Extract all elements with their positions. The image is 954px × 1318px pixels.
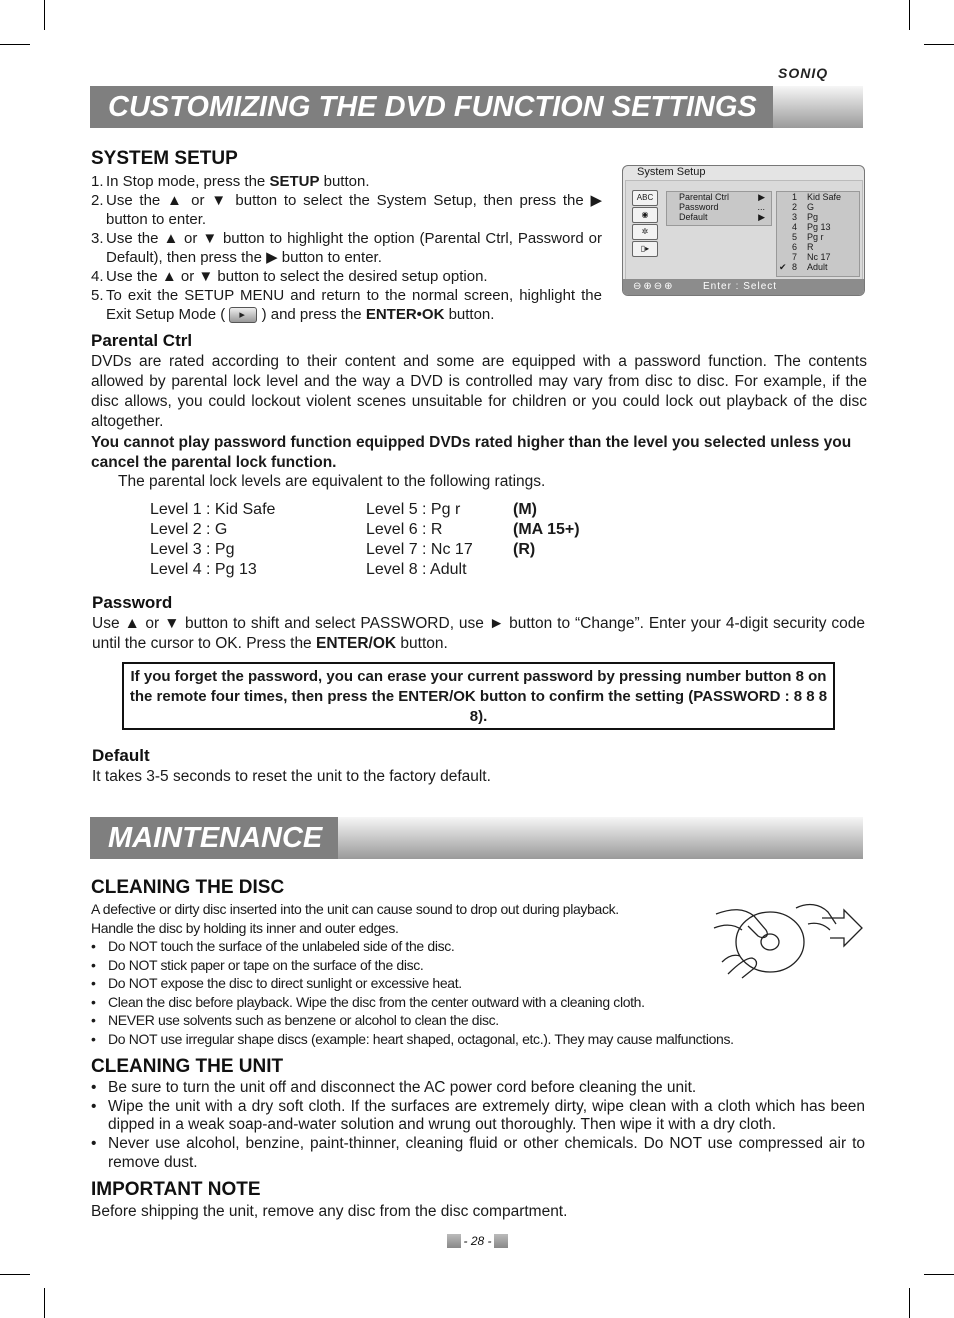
osd-menu-label: Default: [679, 212, 708, 222]
list-item: • Wipe the unit with a dry soft cloth. If the surfaces are extremely dirty, wipe clean with a cloth which has been dipped in a weak soap-and-water solution and wrung out thoroughly. Then wipe it with a dry cloth.: [91, 1098, 865, 1135]
default-heading: Default: [92, 746, 150, 765]
osd-menu-arrow: ▶: [758, 192, 765, 202]
step-text: button.: [319, 173, 370, 190]
osd-body: [625, 180, 863, 280]
osd-option: [777, 252, 859, 262]
password-key: ENTER/OK: [316, 635, 397, 652]
levels-column-1: [150, 500, 275, 580]
crop-mark: [44, 0, 45, 30]
system-setup-heading: SYSTEM SETUP: [91, 148, 238, 169]
step-item: [91, 172, 602, 191]
osd-menu-item: [667, 202, 771, 212]
level-item: Level 6 : R: [366, 521, 443, 538]
banner-title: MAINTENANCE: [108, 822, 323, 854]
list-item: • Do NOT touch the surface of the unlabeled side of the disc.: [91, 937, 851, 956]
password-text: button.: [396, 635, 448, 652]
brand-logo: SONIQ: [778, 65, 829, 81]
default-paragraph: It takes 3-5 seconds to reset the unit to the factory default.: [92, 768, 491, 785]
osd-option-number: 8: [792, 262, 798, 272]
osd-option: [777, 222, 859, 232]
osd-menu-arrow: ...: [757, 202, 765, 212]
settings-icon: ✲: [632, 224, 658, 240]
exit-icon: ▯▸: [632, 241, 658, 257]
osd-option-number: 2: [792, 202, 798, 212]
cleaning-unit-list: [91, 1079, 865, 1173]
osd-option-label: G: [807, 202, 815, 212]
step-number: 5.: [91, 287, 104, 304]
osd-option-label: R: [807, 242, 814, 252]
intro-line: Handle the disc by holding its inner and outer edges.: [91, 919, 399, 936]
osd-option: [777, 202, 859, 212]
list-item: • Do NOT expose the disc to direct sunlight or excessive heat.: [91, 974, 851, 993]
intro-line: A defective or dirty disc inserted into the unit can cause sound to drop out during playback.: [91, 901, 619, 917]
banner-tab: [90, 86, 773, 128]
level-item: Level 8 : Adult: [366, 561, 467, 578]
section-banner: [90, 817, 863, 859]
parental-intro: The parental lock levels are equivalent to the following ratings.: [118, 473, 546, 490]
rating-item: (M): [513, 501, 537, 518]
parental-warning: You cannot play password function equipped DVDs rated higher than the level you selected unless you cancel the parental lock function.: [91, 434, 852, 471]
list-item: • Be sure to turn the unit off and disconnect the AC power cord before cleaning the unit.: [91, 1079, 865, 1098]
osd-menu-item: [667, 212, 771, 222]
cleaning-disc-intro: [91, 900, 619, 937]
parental-ctrl-paragraph: DVDs are rated according to their content and some are equipped with a password function. The contents allowed by parental lock level and the way a DVD is controlled may vary from disc to disc. For example, if the disc allows, you could lockout violent scenes unsuitable for children or you could lock out playback of the disc altogether.: [91, 353, 867, 430]
osd-option: [777, 192, 859, 202]
level-item: Level 7 : Nc 17: [366, 541, 473, 558]
step-number: 2.: [91, 192, 104, 209]
step-text: Use the ▲ or ▼ button to select the desired setup option.: [106, 268, 488, 285]
page-number: [447, 1234, 508, 1248]
level-item: Level 4 : Pg 13: [150, 561, 257, 578]
osd-option: [777, 232, 859, 242]
osd-option-number: 5: [792, 232, 798, 242]
osd-option-label: Pg 13: [807, 222, 831, 232]
step-text: To exit the SETUP MENU and return to the normal screen, highlight the Exit Setup Mode (: [106, 287, 602, 323]
osd-option: [777, 242, 859, 252]
crop-mark: [909, 1288, 910, 1318]
osd-footer-label: Enter : Select: [703, 281, 778, 292]
osd-option-label: Pg r: [807, 232, 824, 242]
osd-option-label: Kid Safe: [807, 192, 842, 202]
list-item: • Do NOT stick paper or tape on the surface of the disc.: [91, 956, 851, 975]
osd-menu-label: Password: [679, 202, 719, 212]
disc-handling-illustration: [712, 894, 864, 984]
osd-options: [776, 191, 860, 277]
crop-mark: [909, 0, 910, 30]
step-item: [91, 191, 602, 229]
rating-item: (R): [513, 541, 536, 558]
disc-icon: ◉: [632, 207, 658, 223]
list-item: • NEVER use solvents such as benzene or alcohol to clean the disc.: [91, 1011, 851, 1030]
step-key: ENTER•OK: [365, 306, 445, 323]
banner-tab: [90, 817, 338, 859]
cleaning-disc-heading: CLEANING THE DISC: [91, 877, 285, 898]
crop-mark: [0, 1274, 30, 1275]
list-item: • Do NOT use irregular shape discs (example: heart shaped, octagonal, etc.). They may cause malfunctions.: [91, 1030, 851, 1049]
osd-option: [777, 212, 859, 222]
level-item: Level 1 : Kid Safe: [150, 501, 276, 518]
step-text: Use the ▲ or ▼ button to select the System Setup, then press the ▶ button to enter.: [106, 192, 602, 228]
osd-title: System Setup: [637, 166, 706, 178]
step-text: In Stop mode, press the: [106, 173, 270, 190]
osd-footer: [623, 279, 864, 295]
osd-menu: [666, 191, 772, 226]
important-note-paragraph: Before shipping the unit, remove any disc from the disc compartment.: [91, 1203, 568, 1220]
exit-setup-icon: [229, 307, 257, 323]
osd-menu-label: Parental Ctrl: [679, 192, 730, 202]
step-item: [91, 229, 602, 267]
step-key: SETUP: [269, 173, 320, 190]
osd-option-number: 4: [792, 222, 798, 232]
check-icon: ✔: [779, 262, 787, 272]
crop-mark: [924, 44, 954, 45]
osd-option-number: 1: [792, 192, 798, 202]
step-text: ) and press the: [261, 306, 366, 323]
password-text: Use ▲ or ▼ button to shift and select PASSWORD, use ► button to “Change”. Enter your 4-digit security code until the cursor to OK. Press the: [92, 615, 865, 652]
osd-option-number: 3: [792, 212, 798, 222]
step-text: button.: [444, 306, 495, 323]
osd-option: [777, 262, 859, 272]
crop-mark: [924, 1274, 954, 1275]
step-number: 1.: [91, 173, 104, 190]
osd-option-label: Pg: [807, 212, 819, 222]
cleaning-unit-heading: CLEANING THE UNIT: [91, 1056, 284, 1077]
system-setup-osd: [622, 165, 865, 296]
crop-mark: [44, 1288, 45, 1318]
section-banner: [90, 86, 863, 128]
step-item: [91, 267, 602, 286]
step-number: 3.: [91, 230, 104, 247]
level-item: Level 3 : Pg: [150, 541, 235, 558]
language-icon: ABC: [632, 190, 658, 206]
osd-menu-item: [667, 192, 771, 202]
parental-ctrl-heading: Parental Ctrl: [91, 331, 193, 350]
step-item: [91, 286, 602, 324]
navigation-keys-icon: ⊖⊕⊖⊕: [633, 281, 675, 292]
important-note-heading: IMPORTANT NOTE: [91, 1179, 261, 1200]
step-number: 4.: [91, 268, 104, 285]
levels-column-2: [366, 500, 473, 580]
osd-menu-arrow: ▶: [758, 212, 765, 222]
list-item: • Clean the disc before playback. Wipe the disc from the center outward with a cleaning cloth.: [91, 993, 851, 1012]
osd-option-label: Adult: [807, 262, 828, 272]
level-item: Level 5 : Pg r: [366, 501, 461, 518]
banner-title: CUSTOMIZING THE DVD FUNCTION SETTINGS: [108, 91, 757, 123]
level-item: Level 2 : G: [150, 521, 228, 538]
osd-option-label: Nc 17: [807, 252, 831, 262]
password-note-box: If you forget the password, you can erase your current password by pressing number button 8 on the remote four times, then press the ENTER/OK button to confirm the setting (PASSWORD : 8 8 8 8).: [122, 662, 835, 730]
setup-steps-list: [91, 172, 602, 324]
crop-mark: [0, 44, 30, 45]
step-text: Use the ▲ or ▼ button to highlight the option (Parental Ctrl, Password or Default), then press the ▶ button to enter.: [106, 230, 602, 266]
password-paragraph: [92, 614, 865, 654]
page-number-text: - 28 -: [463, 1234, 492, 1248]
rating-item: (MA 15+): [513, 521, 580, 538]
list-item: • Never use alcohol, benzine, paint-thinner, cleaning fluid or other chemicals. Do NOT use compressed air to remove dust.: [91, 1135, 865, 1172]
osd-option-number: 6: [792, 242, 798, 252]
osd-option-number: 7: [792, 252, 798, 262]
ratings-column: [513, 500, 580, 560]
password-heading: Password: [92, 593, 173, 612]
